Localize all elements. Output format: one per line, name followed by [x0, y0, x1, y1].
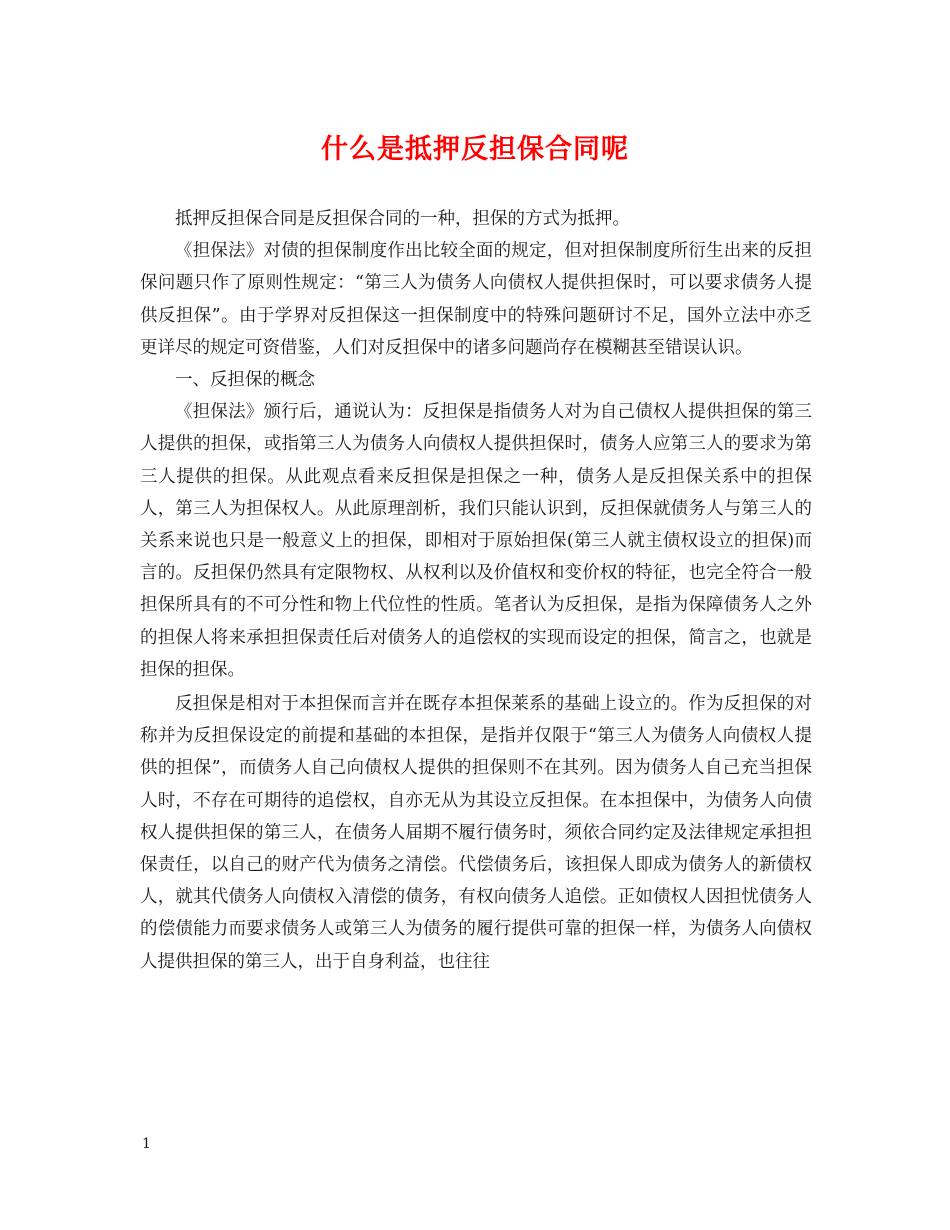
paragraph-concept: 《担保法》颁行后，通说认为：反担保是指债务人对为自己债权人提供担保的第三人提供的担保，或指第三人为债务人向债权人提供担保时，债务人应第三人的要求为第三人提供的担保。从此观点看来反担保是担保之一种，债务人是反担保关系中的担保人，第三人为担保权人。从此原理剖析，我们只能认识到，反担保就债务人与第三人的关系来说也只是一般意义上的担保，即相对于原始担保(第三人就主债权设立的担保)而言的。反担保仍然具有定限物权、从权利以及价值权和变价权的特征，也完全符合一般担保所具有的不可分性和物上代位性的性质。笔者认为反担保，是指为保障债务人之外的担保人将来承担担保责任后对债务人的追偿权的实现而设定的担保，简言之，也就是担保的担保。 [140, 402, 812, 680]
paragraph-guarantee-law: 《担保法》对债的担保制度作出比较全面的规定，但对担保制度所衍生出来的反担保问题只作了原则性规定：“第三人为债务人向债权人提供担保时，可以要求债务人提供反担保”。由于学界对反担保这一担保制度中的特殊问题研讨不足，国外立法中亦乏更详尽的规定可资借鉴，人们对反担保中的诸多问题尚存在模糊甚至错误认识。 [140, 241, 812, 358]
document-body [140, 203, 812, 978]
paragraph-intro: 抵押反担保合同是反担保合同的一种，担保的方式为抵押。 [175, 209, 630, 229]
document-title: 什么是抵押反担保合同呢 [321, 134, 629, 165]
paragraph-relation: 反担保是相对于本担保而言并在既存本担保莱系的基础上设立的。作为反担保的对称并为反担保设定的前提和基础的本担保，是指并仅限于“第三人为债务人向债权人提供的担保”，而债务人自己向债权人提供的担保则不在其列。因为债务人自己充当担保人时，不存在可期待的追偿权，自亦无从为其设立反担保。在本担保中，为债务人向债权人提供担保的第三人，在债务人届期不履行债务时，须依合同约定及法律规定承担担保责任，以自己的财产代为债务之清偿。代偿债务后，该担保人即成为债务人的新债权人，就其代债务人向债权入清偿的债务，有权向债务人追偿。正如债权人因担忧债务人的偿债能力而要求债务人或第三人为债务的履行提供可靠的担保一样，为债务人向债权人提供担保的第三人，出于自身利益，也往往 [140, 694, 812, 972]
page-number: 1 [142, 1136, 151, 1152]
section-heading-concept: 一、反担保的概念 [175, 370, 315, 391]
